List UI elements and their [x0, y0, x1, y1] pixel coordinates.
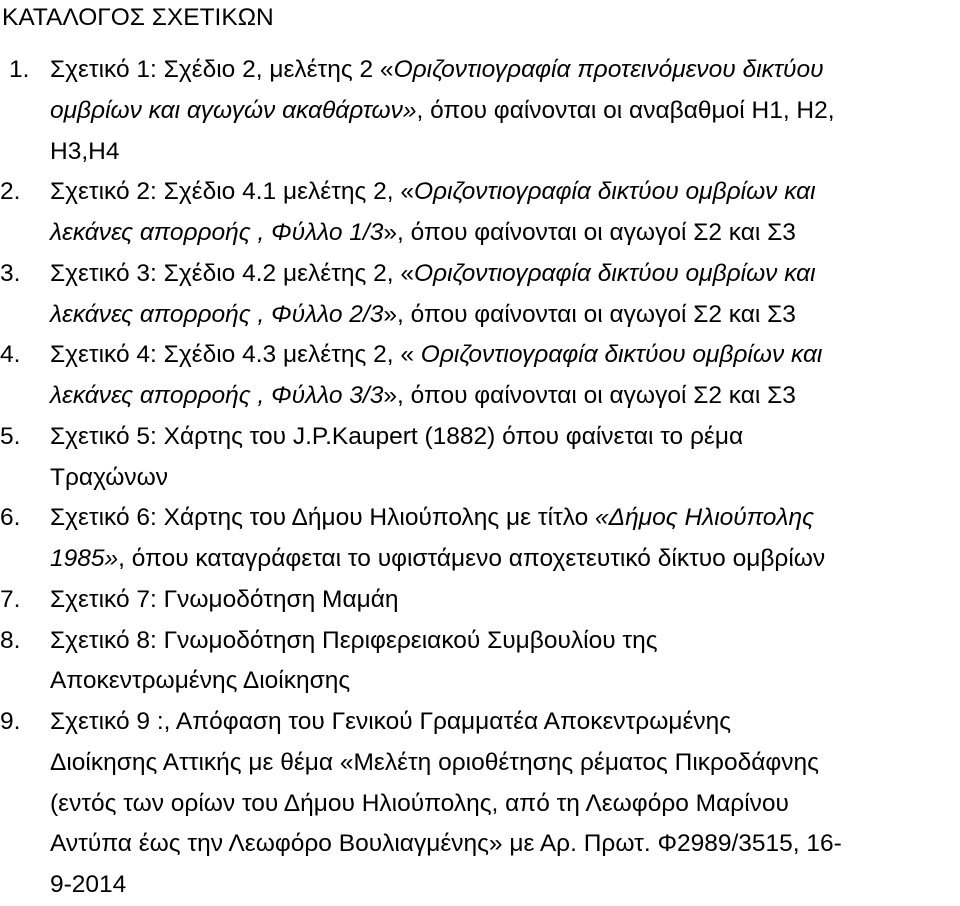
list-item	[0, 254, 960, 336]
list-item-number: 1.	[9, 56, 30, 83]
list-item	[0, 621, 960, 703]
document-heading: ΚΑΤΑΛΟΓΟΣ ΣΧΕΤΙΚΩΝ	[2, 4, 274, 31]
text-segment: , όπου φαίνονται οι αναβαθμοί Η1, Η2,	[416, 96, 835, 124]
list-item	[0, 50, 960, 172]
italic-text-segment: λεκάνες απορροής , Φύλλο 2/3	[50, 300, 384, 328]
text-segment: Διοίκησης Αττικής με θέμα «Μελέτη οριοθέτησης ρέματος Πικροδάφνης	[50, 748, 819, 776]
text-segment: Σχετικό 8: Γνωμοδότηση Περιφερειακού Συμβουλίου της	[50, 626, 658, 654]
list-item-number: 8.	[0, 626, 21, 654]
text-segment: Σχετικό 4: Σχέδιο 4.3 μελέτης 2,	[50, 341, 401, 369]
italic-text-segment: λεκάνες απορροής , Φύλλο 3/3	[50, 382, 384, 409]
text-segment: Η3,Η4	[50, 137, 120, 165]
text-segment: 9-2014	[50, 871, 127, 898]
text-segment: Αντύπα έως την Λεωφόρο Βουλιαγμένης» με Αρ. Πρωτ. Φ2989/3515, 16-	[50, 830, 842, 858]
text-segment: «	[400, 259, 414, 287]
text-segment: , όπου φαίνονται οι αγωγοί Σ2 και Σ3	[397, 382, 796, 409]
text-segment: , όπου καταγράφεται το υφιστάμενο αποχετευτικό δίκτυο ομβρίων	[118, 545, 826, 572]
list-item-line	[50, 784, 960, 825]
italic-text-segment: 1985»	[50, 545, 119, 572]
italic-text-segment: Οριζοντιογραφία δικτύου ομβρίων και	[420, 341, 823, 369]
text-segment: Σχετικό 2: Σχέδιο 4.1 μελέτης 2,	[50, 178, 401, 206]
text-segment: Σχετικό 7: Γνωμοδότηση Μαμάη	[50, 585, 399, 613]
text-segment: Αποκεντρωμένης Διοίκησης	[50, 667, 351, 695]
italic-text-segment: «Δήμος Ηλιούπολης	[595, 504, 815, 532]
list-item	[0, 417, 960, 499]
text-segment: «	[400, 178, 414, 206]
list-item-line	[50, 254, 960, 295]
list-item-line	[50, 172, 960, 213]
list-item-line	[50, 621, 960, 662]
list-item-number: 9.	[0, 708, 21, 735]
list-item-number: 6.	[0, 504, 21, 532]
list-item-line	[50, 580, 960, 621]
list-item-number: 4.	[0, 341, 21, 369]
list-item-number: 2.	[0, 178, 21, 206]
italic-text-segment: ομβρίων και αγωγών ακαθάρτων	[50, 96, 403, 124]
list-item	[0, 172, 960, 254]
text-segment: , όπου φαίνονται οι αγωγοί Σ2 και Σ3	[397, 300, 796, 328]
text-segment: «	[400, 341, 421, 369]
list-item-line	[50, 213, 960, 254]
list-item-line	[50, 91, 960, 132]
related-documents-list	[0, 50, 960, 906]
list-item-line	[50, 417, 960, 458]
text-segment: »	[383, 300, 397, 328]
text-segment: Σχετικό 6: Χάρτης του Δήμου Ηλιούπολης με τίτλο	[50, 504, 596, 532]
text-segment: Σχετικό 5: Χάρτης του J.P.Kaupert (1882) όπου φαίνεται το ρέμα	[50, 422, 744, 450]
list-item-line	[50, 335, 960, 376]
italic-text-segment: Οριζοντιογραφία δικτύου ομβρίων και	[414, 259, 816, 287]
list-item	[0, 335, 960, 417]
list-item-number: 3.	[0, 259, 21, 287]
list-item-number: 7.	[0, 585, 21, 613]
text-segment: Σχετικό 3: Σχέδιο 4.2 μελέτης 2,	[50, 259, 401, 287]
list-item-line	[50, 865, 960, 906]
list-item-line	[50, 743, 960, 784]
text-segment: Σχετικό 9 :, Απόφαση του Γενικού Γραμματέα Αποκεντρωμένης	[50, 708, 732, 735]
list-item-number: 5.	[0, 422, 21, 450]
text-segment: Τραχώνων	[50, 463, 169, 491]
text-segment: Σχετικό 1: Σχέδιο 2, μελέτης 2	[50, 56, 380, 83]
list-item-line	[50, 539, 960, 580]
text-segment: »	[383, 382, 397, 409]
list-item	[0, 580, 960, 621]
list-item-line	[50, 50, 960, 91]
text-segment: «	[379, 56, 394, 83]
list-item-line	[50, 458, 960, 499]
text-segment: »	[383, 219, 397, 246]
list-item-line	[50, 376, 960, 417]
text-segment: (εντός των ορίων του Δήμου Ηλιούπολης, από τη Λεωφόρο Μαρίνου	[50, 789, 789, 817]
list-item	[0, 498, 960, 580]
list-item-line	[50, 661, 960, 702]
italic-text-segment: Οριζοντιογραφία προτεινόμενου δικτύου	[393, 56, 824, 83]
list-item-line	[50, 295, 960, 336]
italic-text-segment: Οριζοντιογραφία δικτύου ομβρίων και	[414, 178, 816, 206]
list-item-line	[50, 824, 960, 865]
list-item-line	[50, 498, 960, 539]
text-segment: , όπου φαίνονται οι αγωγοί Σ2 και Σ3	[397, 219, 796, 246]
italic-text-segment: »	[402, 96, 417, 124]
list-item	[0, 702, 960, 906]
italic-text-segment: λεκάνες απορροής , Φύλλο 1/3	[50, 219, 384, 246]
list-item-line	[50, 702, 960, 743]
list-item-line	[50, 132, 960, 173]
